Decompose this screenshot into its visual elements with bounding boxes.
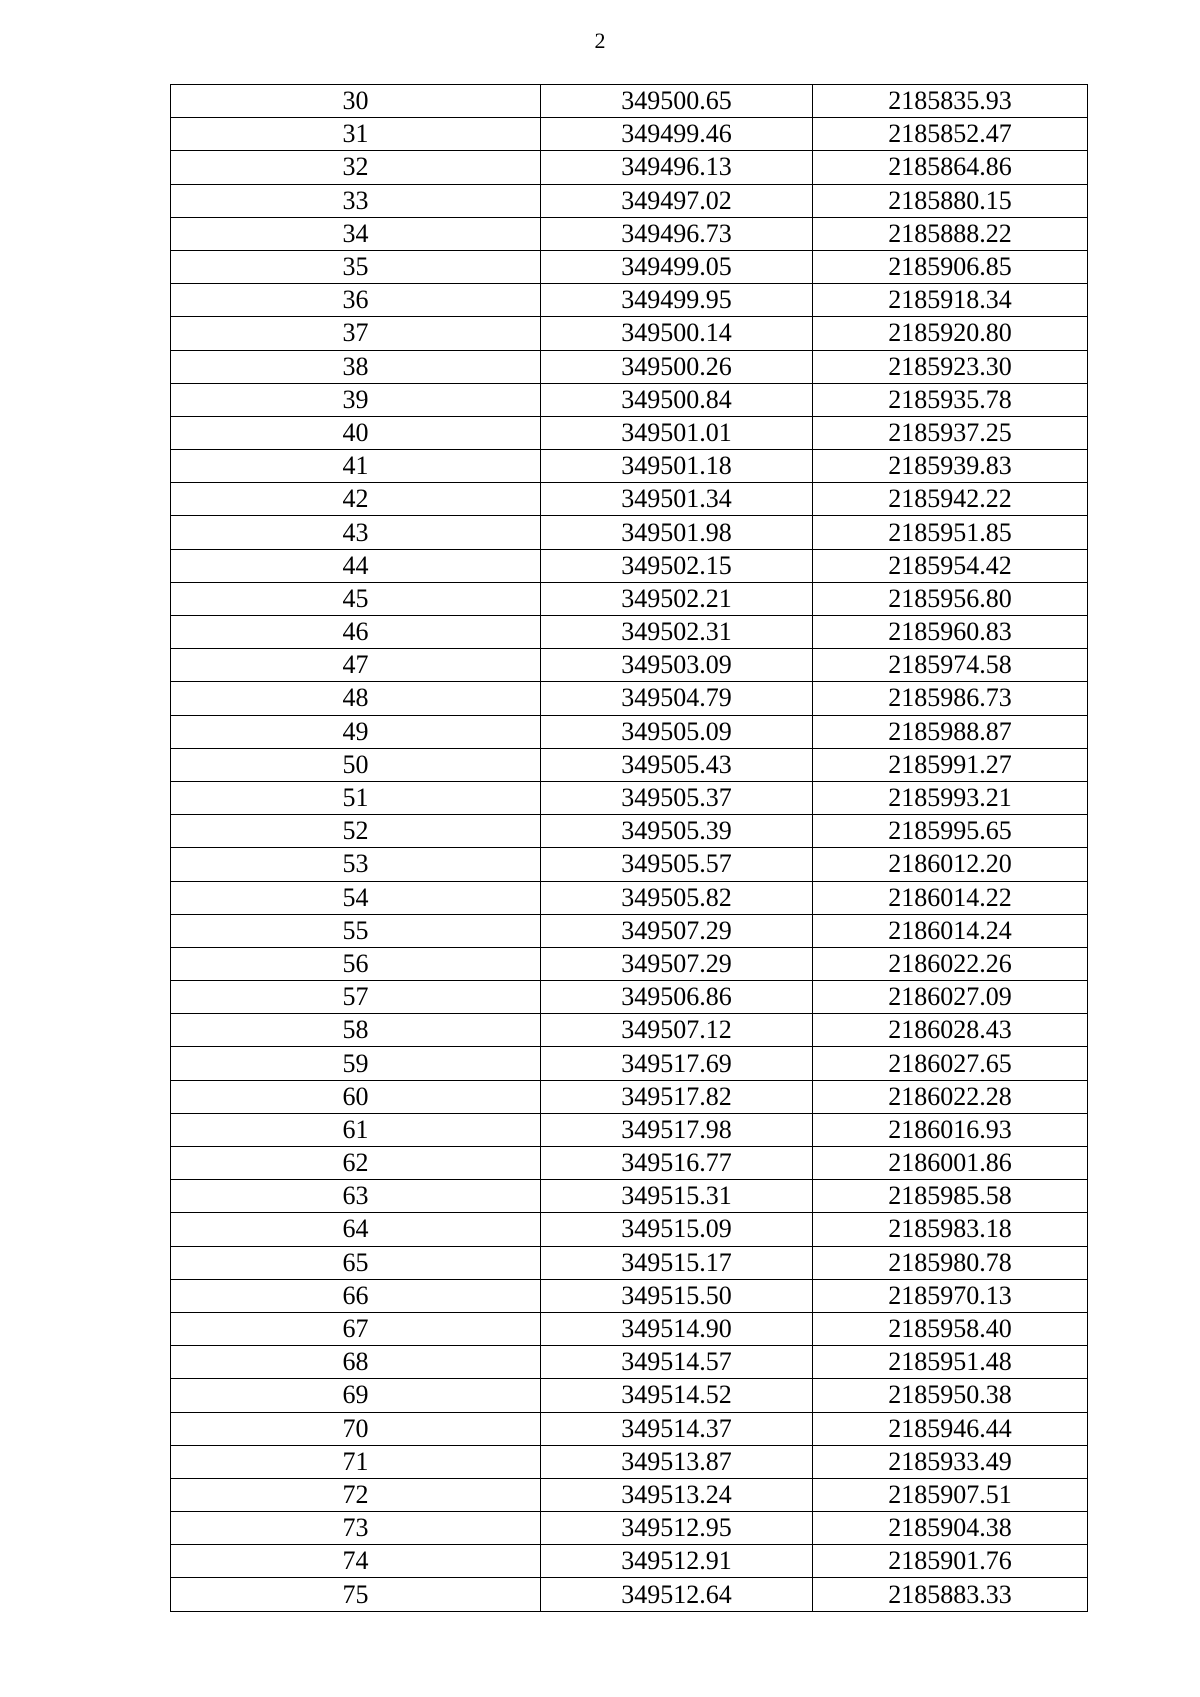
x-coordinate-cell: 349501.98 <box>541 516 813 549</box>
point-number-cell: 34 <box>171 217 541 250</box>
table-row <box>171 1478 1088 1511</box>
point-number-cell: 45 <box>171 582 541 615</box>
x-coordinate-cell: 349501.34 <box>541 483 813 516</box>
x-coordinate-cell: 349517.82 <box>541 1080 813 1113</box>
y-coordinate-cell: 2185901.76 <box>813 1545 1088 1578</box>
table-row <box>171 1080 1088 1113</box>
table-row <box>171 1180 1088 1213</box>
point-number-cell: 63 <box>171 1180 541 1213</box>
table-row <box>171 1312 1088 1345</box>
y-coordinate-cell: 2186012.20 <box>813 848 1088 881</box>
x-coordinate-cell: 349514.90 <box>541 1312 813 1345</box>
x-coordinate-cell: 349505.57 <box>541 848 813 881</box>
table-row <box>171 1445 1088 1478</box>
point-number-cell: 42 <box>171 483 541 516</box>
y-coordinate-cell: 2185852.47 <box>813 118 1088 151</box>
x-coordinate-cell: 349505.37 <box>541 781 813 814</box>
y-coordinate-cell: 2185951.85 <box>813 516 1088 549</box>
point-number-cell: 33 <box>171 184 541 217</box>
table-row <box>171 1113 1088 1146</box>
point-number-cell: 48 <box>171 682 541 715</box>
table-row <box>171 748 1088 781</box>
table-row <box>171 1545 1088 1578</box>
y-coordinate-cell: 2185995.65 <box>813 815 1088 848</box>
table-row <box>171 616 1088 649</box>
table-row <box>171 416 1088 449</box>
table-row <box>171 151 1088 184</box>
x-coordinate-cell: 349515.50 <box>541 1279 813 1312</box>
table-row <box>171 582 1088 615</box>
point-number-cell: 49 <box>171 715 541 748</box>
y-coordinate-cell: 2185960.83 <box>813 616 1088 649</box>
point-number-cell: 47 <box>171 649 541 682</box>
x-coordinate-cell: 349497.02 <box>541 184 813 217</box>
x-coordinate-cell: 349514.37 <box>541 1412 813 1445</box>
table-row <box>171 1047 1088 1080</box>
point-number-cell: 35 <box>171 250 541 283</box>
x-coordinate-cell: 349499.95 <box>541 284 813 317</box>
x-coordinate-cell: 349499.05 <box>541 250 813 283</box>
table-row <box>171 217 1088 250</box>
page-number: 2 <box>594 28 606 53</box>
x-coordinate-cell: 349517.69 <box>541 1047 813 1080</box>
x-coordinate-cell: 349496.73 <box>541 217 813 250</box>
y-coordinate-cell: 2186022.26 <box>813 947 1088 980</box>
y-coordinate-cell: 2185939.83 <box>813 450 1088 483</box>
y-coordinate-cell: 2185888.22 <box>813 217 1088 250</box>
y-coordinate-cell: 2185985.58 <box>813 1180 1088 1213</box>
x-coordinate-cell: 349512.95 <box>541 1512 813 1545</box>
table-row <box>171 1246 1088 1279</box>
y-coordinate-cell: 2185956.80 <box>813 582 1088 615</box>
table-row <box>171 350 1088 383</box>
y-coordinate-cell: 2185991.27 <box>813 748 1088 781</box>
y-coordinate-cell: 2185974.58 <box>813 649 1088 682</box>
point-number-cell: 72 <box>171 1478 541 1511</box>
y-coordinate-cell: 2185906.85 <box>813 250 1088 283</box>
point-number-cell: 44 <box>171 549 541 582</box>
point-number-cell: 53 <box>171 848 541 881</box>
table-row <box>171 947 1088 980</box>
point-number-cell: 39 <box>171 383 541 416</box>
y-coordinate-cell: 2185993.21 <box>813 781 1088 814</box>
y-coordinate-cell: 2185880.15 <box>813 184 1088 217</box>
x-coordinate-cell: 349516.77 <box>541 1147 813 1180</box>
y-coordinate-cell: 2185918.34 <box>813 284 1088 317</box>
y-coordinate-cell: 2185883.33 <box>813 1578 1088 1611</box>
x-coordinate-cell: 349514.57 <box>541 1346 813 1379</box>
point-number-cell: 59 <box>171 1047 541 1080</box>
x-coordinate-cell: 349505.43 <box>541 748 813 781</box>
table-row <box>171 450 1088 483</box>
point-number-cell: 68 <box>171 1346 541 1379</box>
x-coordinate-cell: 349501.01 <box>541 416 813 449</box>
y-coordinate-cell: 2185951.48 <box>813 1346 1088 1379</box>
table-row <box>171 1279 1088 1312</box>
point-number-cell: 66 <box>171 1279 541 1312</box>
point-number-cell: 32 <box>171 151 541 184</box>
x-coordinate-cell: 349502.31 <box>541 616 813 649</box>
y-coordinate-cell: 2185864.86 <box>813 151 1088 184</box>
x-coordinate-cell: 349512.91 <box>541 1545 813 1578</box>
x-coordinate-cell: 349500.84 <box>541 383 813 416</box>
point-number-cell: 37 <box>171 317 541 350</box>
x-coordinate-cell: 349507.29 <box>541 914 813 947</box>
point-number-cell: 75 <box>171 1578 541 1611</box>
x-coordinate-cell: 349513.24 <box>541 1478 813 1511</box>
y-coordinate-cell: 2185954.42 <box>813 549 1088 582</box>
table-row <box>171 184 1088 217</box>
point-number-cell: 46 <box>171 616 541 649</box>
point-number-cell: 43 <box>171 516 541 549</box>
table-row <box>171 284 1088 317</box>
x-coordinate-cell: 349515.31 <box>541 1180 813 1213</box>
point-number-cell: 70 <box>171 1412 541 1445</box>
table-row <box>171 815 1088 848</box>
point-number-cell: 65 <box>171 1246 541 1279</box>
y-coordinate-cell: 2185983.18 <box>813 1213 1088 1246</box>
table-row <box>171 848 1088 881</box>
y-coordinate-cell: 2186028.43 <box>813 1014 1088 1047</box>
x-coordinate-cell: 349514.52 <box>541 1379 813 1412</box>
point-number-cell: 73 <box>171 1512 541 1545</box>
table-row <box>171 549 1088 582</box>
point-number-cell: 57 <box>171 981 541 1014</box>
table-row <box>171 781 1088 814</box>
point-number-cell: 55 <box>171 914 541 947</box>
point-number-cell: 56 <box>171 947 541 980</box>
table-row <box>171 1213 1088 1246</box>
x-coordinate-cell: 349507.12 <box>541 1014 813 1047</box>
point-number-cell: 38 <box>171 350 541 383</box>
y-coordinate-cell: 2185980.78 <box>813 1246 1088 1279</box>
table-row <box>171 483 1088 516</box>
table-row <box>171 1412 1088 1445</box>
y-coordinate-cell: 2185970.13 <box>813 1279 1088 1312</box>
x-coordinate-cell: 349502.21 <box>541 582 813 615</box>
y-coordinate-cell: 2185933.49 <box>813 1445 1088 1478</box>
point-number-cell: 64 <box>171 1213 541 1246</box>
table-row <box>171 1578 1088 1611</box>
point-number-cell: 71 <box>171 1445 541 1478</box>
table-row <box>171 1379 1088 1412</box>
table-row <box>171 516 1088 549</box>
x-coordinate-cell: 349505.39 <box>541 815 813 848</box>
y-coordinate-cell: 2185907.51 <box>813 1478 1088 1511</box>
table-row <box>171 118 1088 151</box>
table-row <box>171 881 1088 914</box>
point-number-cell: 69 <box>171 1379 541 1412</box>
point-number-cell: 58 <box>171 1014 541 1047</box>
x-coordinate-cell: 349501.18 <box>541 450 813 483</box>
y-coordinate-cell: 2186022.28 <box>813 1080 1088 1113</box>
table-row <box>171 1346 1088 1379</box>
y-coordinate-cell: 2185958.40 <box>813 1312 1088 1345</box>
point-number-cell: 62 <box>171 1147 541 1180</box>
y-coordinate-cell: 2186027.09 <box>813 981 1088 1014</box>
x-coordinate-cell: 349505.82 <box>541 881 813 914</box>
x-coordinate-cell: 349502.15 <box>541 549 813 582</box>
y-coordinate-cell: 2186016.93 <box>813 1113 1088 1146</box>
y-coordinate-cell: 2186014.22 <box>813 881 1088 914</box>
x-coordinate-cell: 349500.26 <box>541 350 813 383</box>
y-coordinate-cell: 2185986.73 <box>813 682 1088 715</box>
x-coordinate-cell: 349504.79 <box>541 682 813 715</box>
point-number-cell: 36 <box>171 284 541 317</box>
x-coordinate-cell: 349499.46 <box>541 118 813 151</box>
point-number-cell: 50 <box>171 748 541 781</box>
table-row <box>171 250 1088 283</box>
point-number-cell: 67 <box>171 1312 541 1345</box>
x-coordinate-cell: 349500.14 <box>541 317 813 350</box>
table-row <box>171 682 1088 715</box>
y-coordinate-cell: 2185935.78 <box>813 383 1088 416</box>
y-coordinate-cell: 2185835.93 <box>813 85 1088 118</box>
y-coordinate-cell: 2185920.80 <box>813 317 1088 350</box>
y-coordinate-cell: 2185942.22 <box>813 483 1088 516</box>
table-row <box>171 981 1088 1014</box>
x-coordinate-cell: 349515.17 <box>541 1246 813 1279</box>
point-number-cell: 40 <box>171 416 541 449</box>
x-coordinate-cell: 349507.29 <box>541 947 813 980</box>
point-number-cell: 51 <box>171 781 541 814</box>
point-number-cell: 52 <box>171 815 541 848</box>
table-row <box>171 85 1088 118</box>
y-coordinate-cell: 2186027.65 <box>813 1047 1088 1080</box>
x-coordinate-cell: 349503.09 <box>541 649 813 682</box>
table-row <box>171 715 1088 748</box>
table-row <box>171 649 1088 682</box>
x-coordinate-cell: 349515.09 <box>541 1213 813 1246</box>
point-number-cell: 30 <box>171 85 541 118</box>
point-number-cell: 60 <box>171 1080 541 1113</box>
x-coordinate-cell: 349517.98 <box>541 1113 813 1146</box>
x-coordinate-cell: 349496.13 <box>541 151 813 184</box>
x-coordinate-cell: 349513.87 <box>541 1445 813 1478</box>
x-coordinate-cell: 349500.65 <box>541 85 813 118</box>
x-coordinate-cell: 349505.09 <box>541 715 813 748</box>
y-coordinate-cell: 2185988.87 <box>813 715 1088 748</box>
x-coordinate-cell: 349512.64 <box>541 1578 813 1611</box>
point-number-cell: 41 <box>171 450 541 483</box>
table-row <box>171 317 1088 350</box>
y-coordinate-cell: 2185904.38 <box>813 1512 1088 1545</box>
table-row <box>171 1512 1088 1545</box>
table-row <box>171 914 1088 947</box>
point-number-cell: 74 <box>171 1545 541 1578</box>
x-coordinate-cell: 349506.86 <box>541 981 813 1014</box>
y-coordinate-cell: 2185950.38 <box>813 1379 1088 1412</box>
coordinates-table <box>170 84 1088 1612</box>
table-row <box>171 1147 1088 1180</box>
table-row <box>171 1014 1088 1047</box>
point-number-cell: 54 <box>171 881 541 914</box>
table-row <box>171 383 1088 416</box>
y-coordinate-cell: 2186014.24 <box>813 914 1088 947</box>
point-number-cell: 31 <box>171 118 541 151</box>
coordinates-table-body <box>171 85 1088 1612</box>
y-coordinate-cell: 2185937.25 <box>813 416 1088 449</box>
point-number-cell: 61 <box>171 1113 541 1146</box>
y-coordinate-cell: 2185946.44 <box>813 1412 1088 1445</box>
y-coordinate-cell: 2186001.86 <box>813 1147 1088 1180</box>
y-coordinate-cell: 2185923.30 <box>813 350 1088 383</box>
